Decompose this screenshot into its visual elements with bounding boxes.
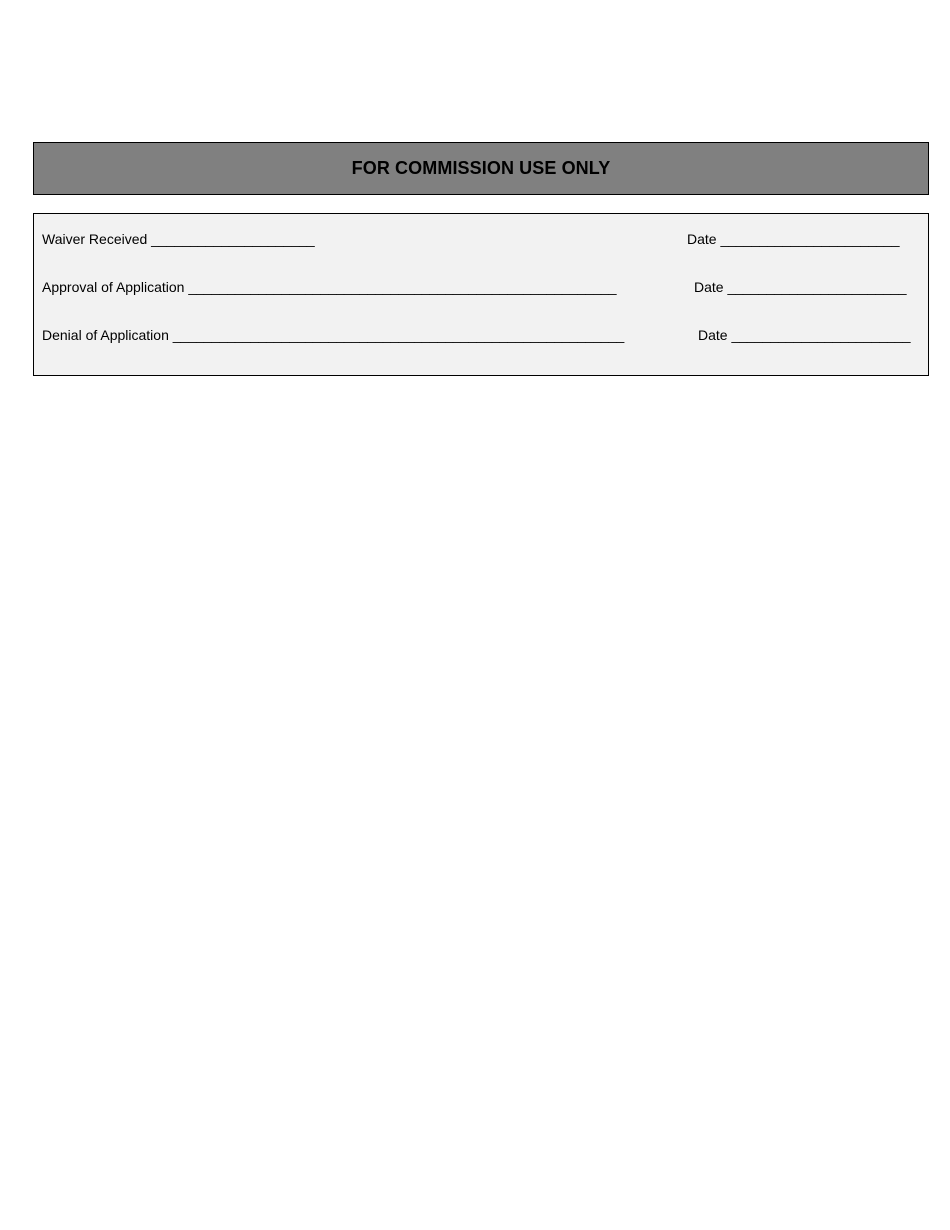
commission-header-bar [33,142,929,195]
denial-of-application-field: Denial of Application __________________________________________________________ [42,327,625,343]
denial-date-field: Date _______________________ [698,327,911,343]
waiver-received-date-field: Date _______________________ [687,231,900,247]
commission-form-box [33,213,929,376]
waiver-received-field: Waiver Received _____________________ [42,231,315,247]
commission-header-title: FOR COMMISSION USE ONLY [351,158,611,178]
approval-of-application-field: Approval of Application _______________________________________________________ [42,279,617,295]
approval-date-field: Date _______________________ [694,279,907,295]
